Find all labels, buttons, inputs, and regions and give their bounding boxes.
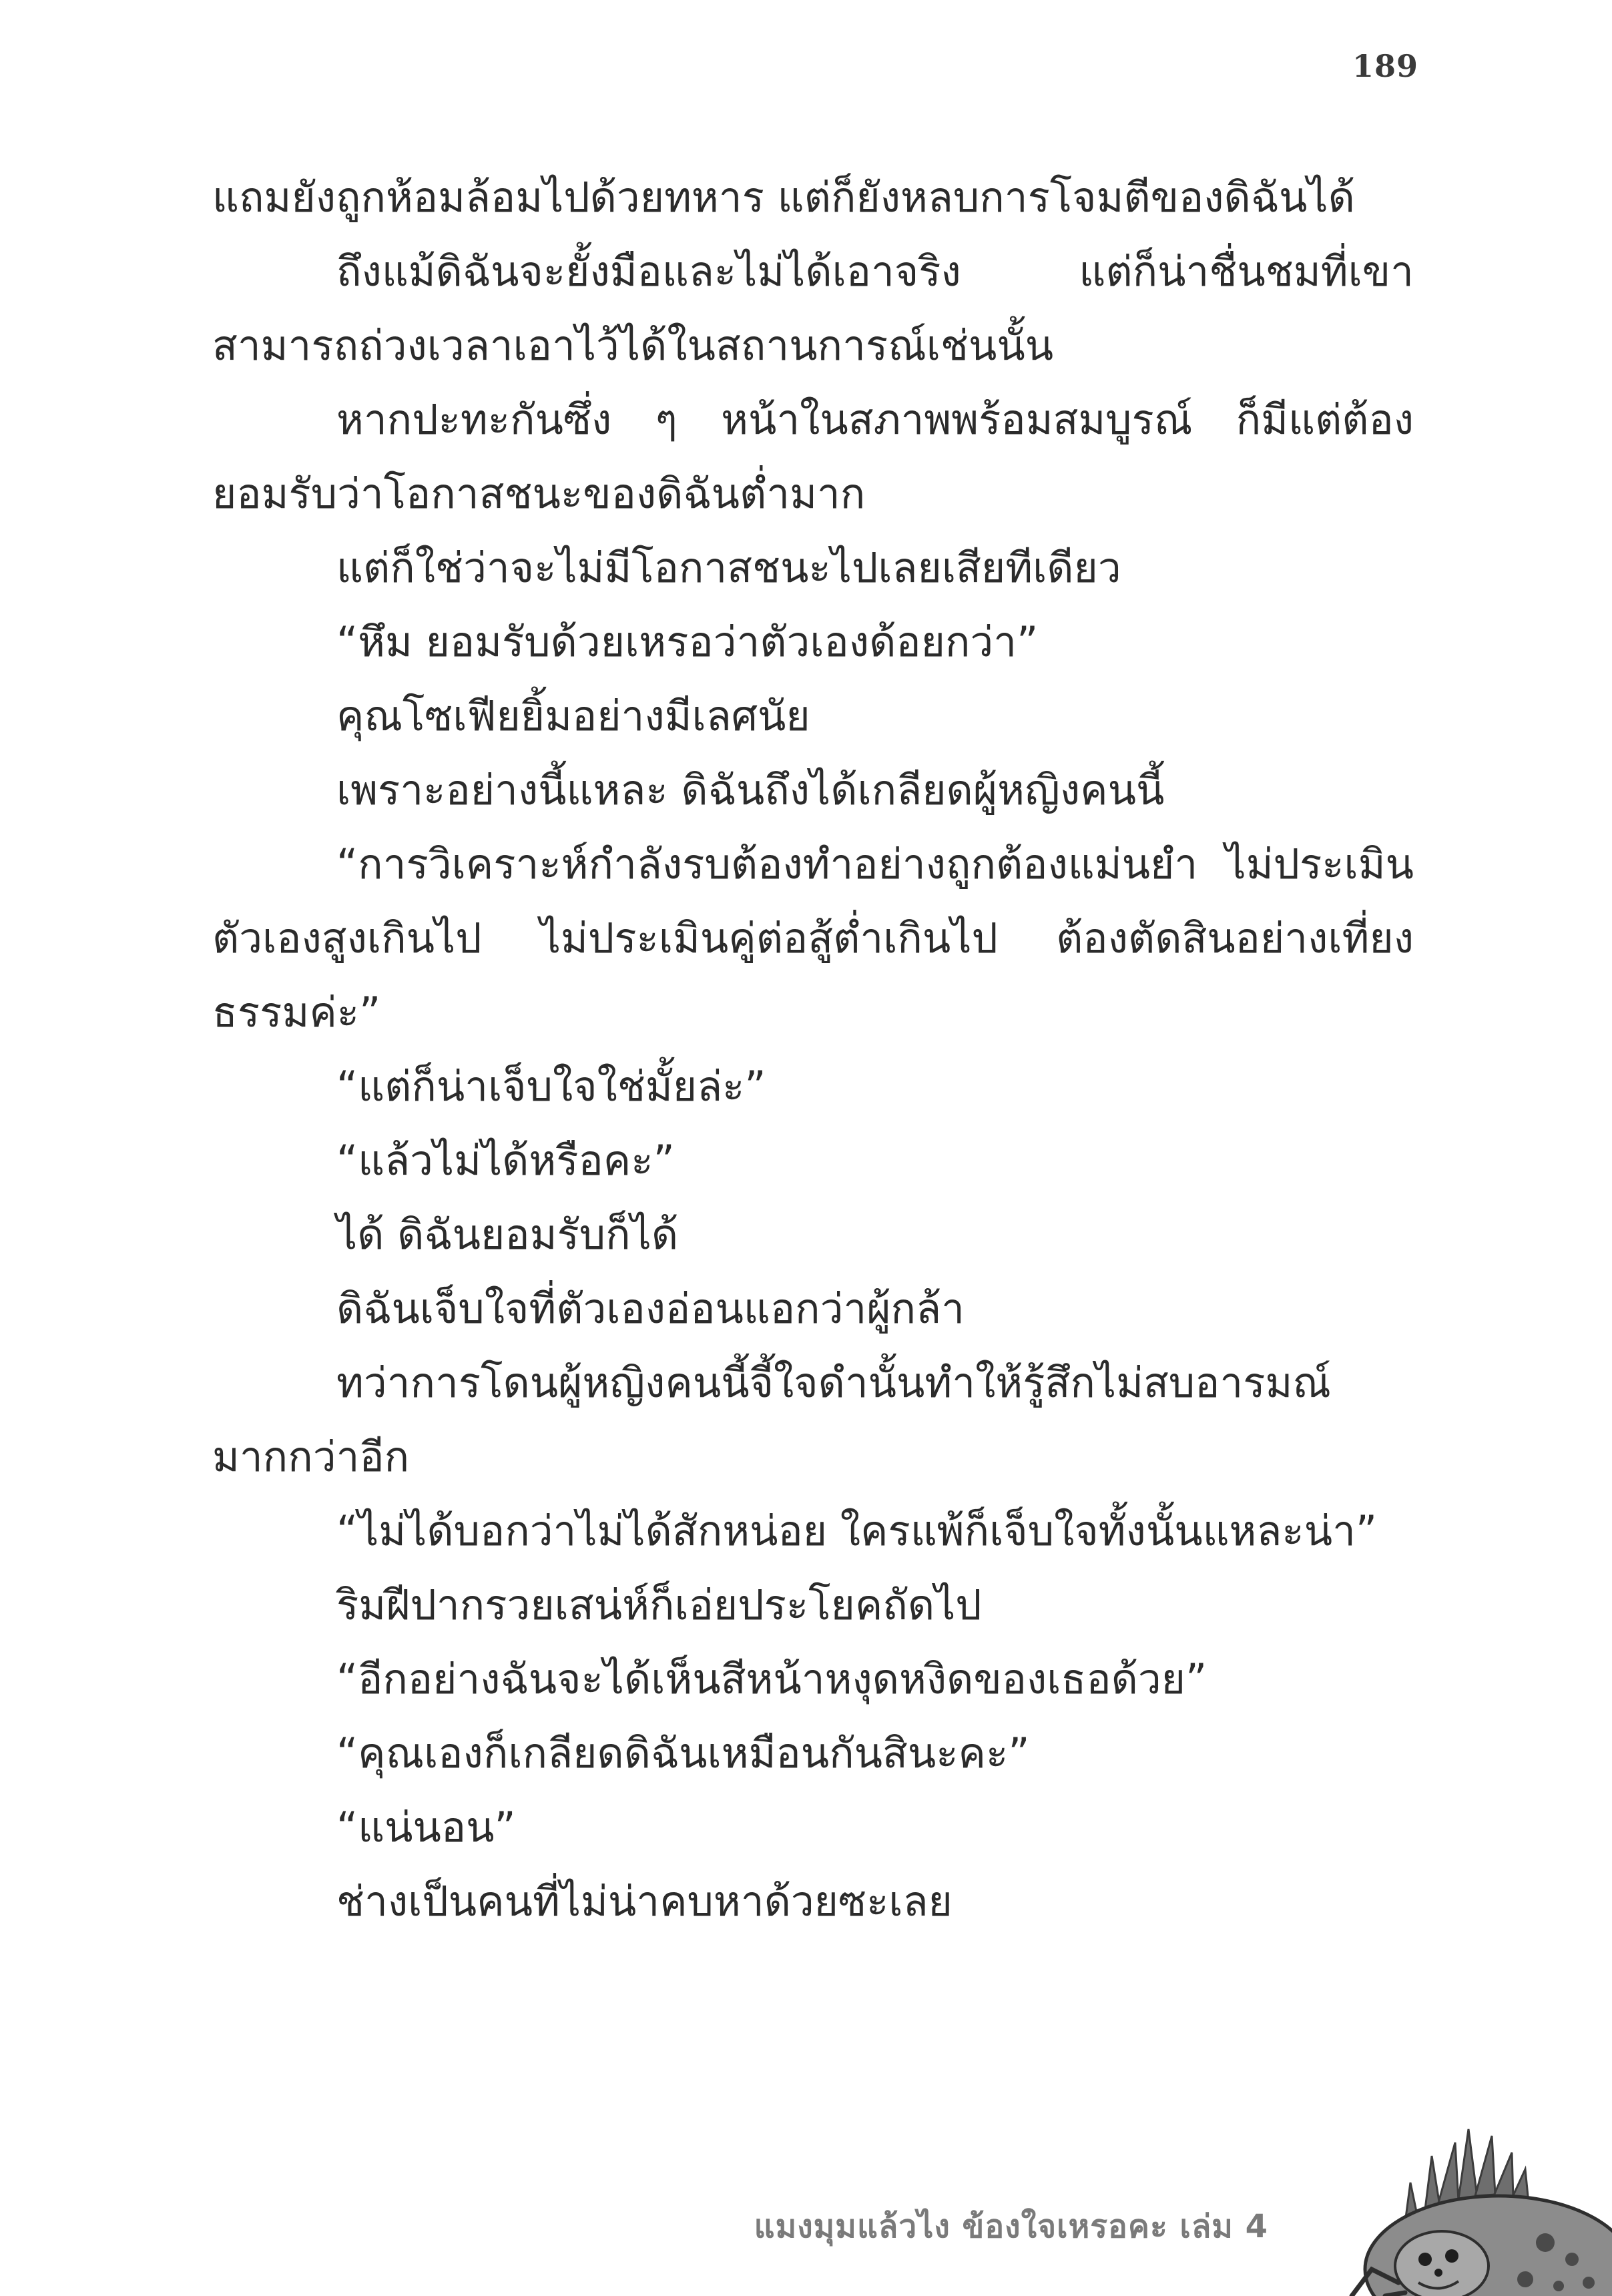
paragraph: “การวิเคราะห์กำลังรบต้องทำอย่างถูกต้องแม่นยำ ไม่ประเมินตัวเองสูงเกินไป ไม่ประเมินคู่ต่อสู้ต่ำเกินไป ต้องตัดสินอย่างเที่ยงธรรมค่ะ” bbox=[212, 840, 1414, 1037]
spider-mascot-icon bbox=[1325, 2116, 1612, 2296]
paragraph: “หึม ยอมรับด้วยเหรอว่าตัวเองด้อยกว่า” bbox=[336, 617, 1039, 666]
paragraph: ดิฉันเจ็บใจที่ตัวเองอ่อนแอกว่าผู้กล้า bbox=[336, 1284, 965, 1333]
paragraph: แต่ก็ใช่ว่าจะไม่มีโอกาสชนะไปเลยเสียทีเดียว bbox=[336, 543, 1121, 592]
paragraph: “อีกอย่างฉันจะได้เห็นสีหน้าหงุดหงิดของเธอด้วย” bbox=[336, 1655, 1207, 1703]
paragraph: “ไม่ได้บอกว่าไม่ได้สักหน่อย ใครแพ้ก็เจ็บใจทั้งนั้นแหละน่า” bbox=[336, 1506, 1378, 1555]
paragraph: หากปะทะกันซึ่ง ๆ หน้าในสภาพพร้อมสมบูรณ์ ก็มีแต่ต้องยอมรับว่าโอกาสชนะของดิฉันต่ำมาก bbox=[212, 395, 1414, 518]
paragraph: คุณโซเฟียยิ้มอย่างมีเลศนัย bbox=[336, 691, 810, 740]
paragraph: ถึงแม้ดิฉันจะยั้งมือและไม่ได้เอาจริง แต่ก็น่าชื่นชมที่เขาสามารถถ่วงเวลาเอาไว้ได้ในสถานการณ์เช่นนั้น bbox=[212, 247, 1414, 370]
paragraph: ทว่าการโดนผู้หญิงคนนี้จี้ใจดำนั้นทำให้รู้สึกไม่สบอารมณ์มากกว่าอีก bbox=[212, 1358, 1331, 1481]
paragraph: “แน่นอน” bbox=[336, 1803, 516, 1851]
page-number: 189 bbox=[1352, 48, 1418, 84]
paragraph: “คุณเองก็เกลียดดิฉันเหมือนกันสินะคะ” bbox=[336, 1729, 1030, 1777]
paragraph: ช่างเป็นคนที่ไม่น่าคบหาด้วยซะเลย bbox=[336, 1877, 953, 1926]
paragraph: “แล้วไม่ได้หรือคะ” bbox=[336, 1136, 675, 1185]
paragraph: ได้ ดิฉันยอมรับก็ได้ bbox=[336, 1210, 679, 1259]
body-text bbox=[212, 160, 1414, 1938]
paragraph: “แต่ก็น่าเจ็บใจใช่มั้ยล่ะ” bbox=[336, 1062, 766, 1111]
paragraph: ริมฝีปากรวยเสน่ห์ก็เอ่ยประโยคถัดไป bbox=[336, 1581, 982, 1629]
book-title-footer: แมงมุมแล้วไง ข้องใจเหรอคะ เล่ม 4 bbox=[754, 2208, 1268, 2245]
paragraph: เพราะอย่างนี้แหละ ดิฉันถึงได้เกลียดผู้หญิงคนนี้ bbox=[336, 766, 1165, 814]
paragraph: แถมยังถูกห้อมล้อมไปด้วยทหาร แต่ก็ยังหลบการโจมตีของดิฉันได้ bbox=[212, 173, 1355, 222]
